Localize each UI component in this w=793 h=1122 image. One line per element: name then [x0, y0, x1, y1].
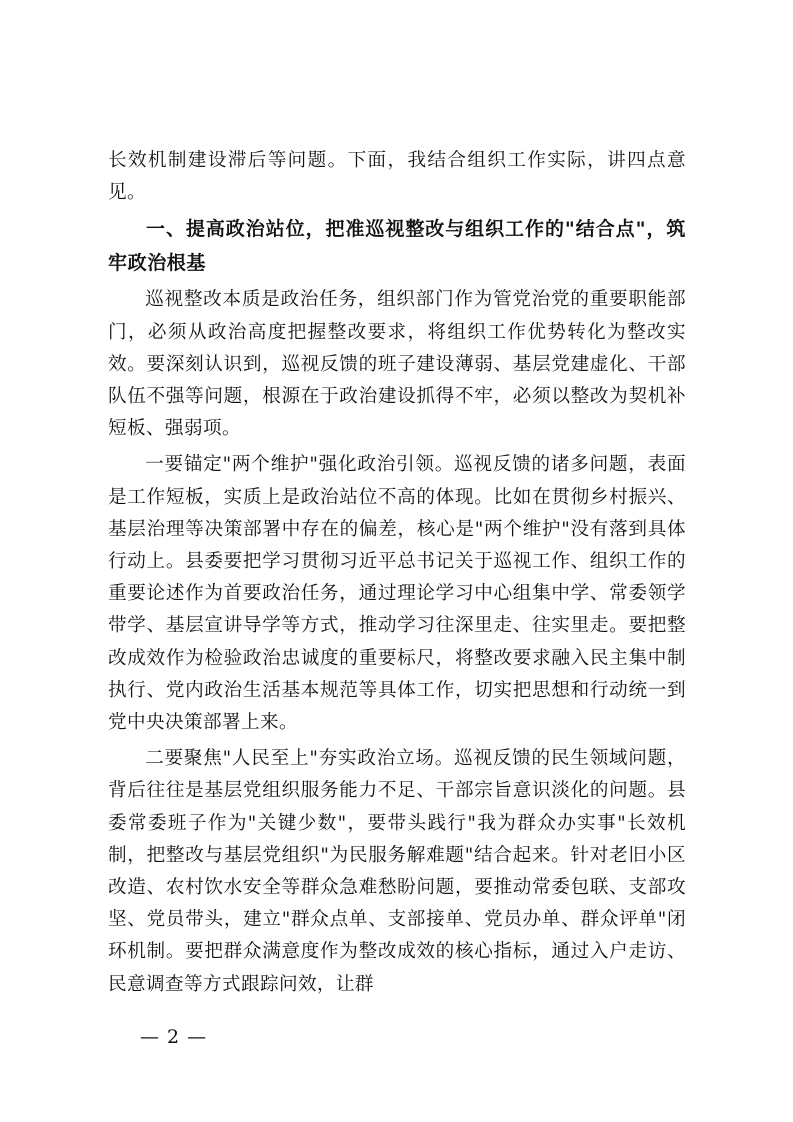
body-paragraph-2: 一要锚定"两个维护"强化政治引领。巡视反馈的诸多问题，表面是工作短板，实质上是政治站位不高的体现。比如在贯彻乡村振兴、基层治理等决策部署中存在的偏差，核心是"两个维护"没有落到具体行动上。县委要把学习贯彻习近平总书记关于巡视工作、组织工作的重要论述作为首要政治任务，通过理论学习中心组集中学、常委领学带学、基层宣讲导学等方式，推动学习往深里走、往实里走。要把整改成效作为检验政治忠诚度的重要标尺，将整改要求融入民主集中制执行、党内政治生活基本规范等具体工作，切实把思想和行动统一到党中央决策部署上来。	[108, 454, 686, 734]
body-paragraph-3: 二要聚焦"人民至上"夯实政治立场。巡视反馈的民生领域问题，背后往往是基层党组织服务能力不足、干部宗旨意识淡化的问题。县委常委班子作为"关键少数"，要带头践行"我为群众办实事"长效机制，把整改与基层党组织"为民服务解难题"结合起来。针对老旧小区改造、农村饮水安全等群众急难愁盼问题，要推动常委包联、支部攻坚、党员带头，建立"群众点单、支部接单、党员办单、群众评单"闭环机制。要把群众满意度作为整改成效的核心指标，通过入户走访、民意调查等方式跟踪问效，让群	[108, 748, 686, 995]
section-heading: 一、提高政治站位，把准巡视整改与组织工作的"结合点"，筑牢政治根基	[108, 218, 686, 275]
continuation-line: 长效机制建设滞后等问题。下面，我结合组织工作实际，讲四点意见。	[108, 150, 686, 204]
document-page	[108, 145, 686, 1001]
page-number: — 2 —	[140, 1026, 208, 1048]
body-paragraph-1: 巡视整改本质是政治任务，组织部门作为管党治党的重要职能部门，必须从政治高度把握整改要求，将组织工作优势转化为整改实效。要深刻认识到，巡视反馈的班子建设薄弱、基层党建虚化、干部队伍不强等问题，根源在于政治建设抓得不牢，必须以整改为契机补短板、强弱项。	[108, 289, 686, 440]
